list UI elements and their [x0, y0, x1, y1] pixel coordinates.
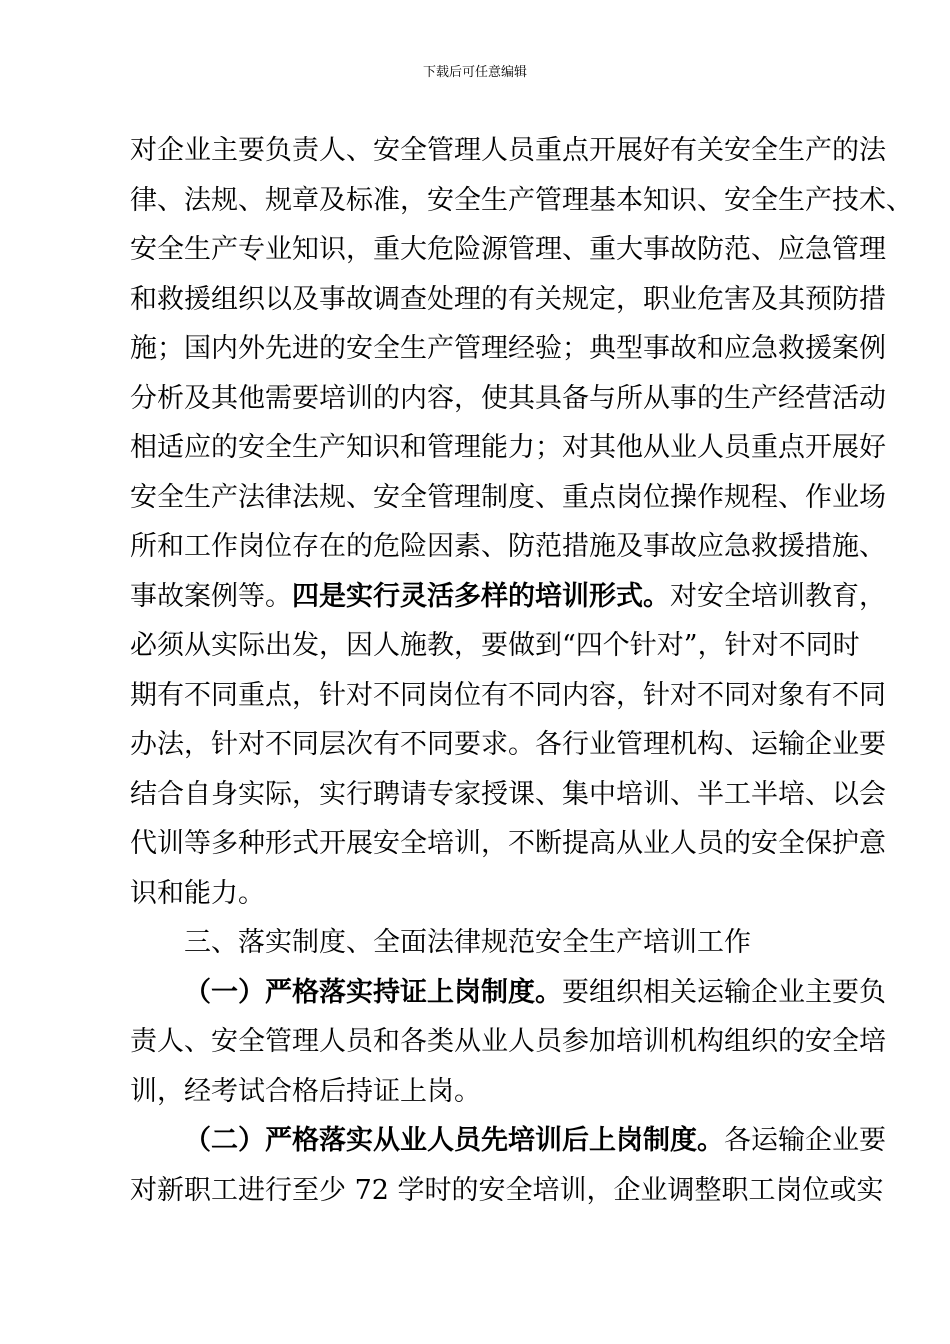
text-segment: 代训等多种形式开展安全培训，不断提高从业人员的安全保护意 — [130, 828, 886, 859]
text-segment: 三、落实制度、全面法律规范安全生产培训工作 — [184, 927, 751, 958]
body-line — [130, 580, 886, 614]
text-segment: 施；国内外先进的安全生产管理经验；典型事故和应急救援案例 — [130, 333, 886, 364]
text-segment: 要组织相关运输企业主要负 — [562, 977, 886, 1008]
text-segment: 分析及其他需要培训的内容，使其具备与所从事的生产经营活动 — [130, 383, 886, 414]
text-segment: 对新职工进行至少 72 学时的安全培训，企业调整职工岗位或实 — [130, 1175, 884, 1206]
body-line — [130, 1025, 886, 1059]
section-heading — [184, 926, 751, 960]
text-segment: 办法，针对不同层次有不同要求。各行业管理机构、运输企业要 — [130, 729, 886, 760]
body-line — [130, 184, 913, 218]
body-line — [130, 382, 886, 416]
text-segment: 责人、安全管理人员和各类从业人员参加培训机构组织的安全培 — [130, 1026, 886, 1057]
body-line — [130, 481, 886, 515]
text-segment: 相适应的安全生产知识和管理能力；对其他从业人员重点开展好 — [130, 432, 886, 463]
body-line — [130, 778, 886, 812]
body-line — [130, 1174, 884, 1208]
text-segment: 期有不同重点，针对不同岗位有不同内容，针对不同对象有不同 — [130, 680, 886, 711]
body-line — [130, 877, 265, 911]
body-line — [130, 332, 886, 366]
text-segment: 律、法规、规章及标准，安全生产管理基本知识、安全生产技术、 — [130, 185, 913, 216]
body-line — [184, 976, 886, 1010]
text-segment: 安全生产专业知识，重大危险源管理、重大事故防范、应急管理 — [130, 234, 886, 265]
text-segment: 对安全培训教育， — [670, 581, 886, 612]
body-line — [130, 283, 886, 317]
body-line — [130, 233, 886, 267]
text-segment: 结合自身实际，实行聘请专家授课、集中培训、半工半培、以会 — [130, 779, 886, 810]
text-segment: 必须从实际出发，因人施教，要做到“四个针对”，针对不同时 — [130, 630, 860, 661]
body-line — [130, 827, 886, 861]
text-segment: 各运输企业要 — [724, 1125, 886, 1156]
body-line — [130, 679, 886, 713]
bold-heading-segment: 四是实行灵活多样的培训形式。 — [292, 581, 670, 612]
text-segment: 事故案例等。 — [130, 581, 292, 612]
body-line — [184, 1124, 886, 1158]
text-segment: 所和工作岗位存在的危险因素、防范措施及事故应急救援措施、 — [130, 531, 886, 562]
bold-heading-segment: （二）严格落实从业人员先培训后上岗制度。 — [184, 1125, 724, 1156]
text-segment: 安全生产法律法规、安全管理制度、重点岗位操作规程、作业场 — [130, 482, 886, 513]
bold-heading-segment: （一）严格落实持证上岗制度。 — [184, 977, 562, 1008]
body-line — [130, 134, 886, 168]
body-line — [130, 629, 860, 663]
body-line — [130, 728, 886, 762]
body-line — [130, 530, 886, 564]
page-header: 下载后可任意编辑 — [422, 65, 527, 80]
text-segment: 识和能力。 — [130, 878, 265, 909]
body-line — [130, 431, 886, 465]
body-line — [130, 1075, 481, 1109]
text-segment: 训，经考试合格后持证上岗。 — [130, 1076, 481, 1107]
text-segment: 和救援组织以及事故调查处理的有关规定，职业危害及其预防措 — [130, 284, 886, 315]
text-segment: 对企业主要负责人、安全管理人员重点开展好有关安全生产的法 — [130, 135, 886, 166]
